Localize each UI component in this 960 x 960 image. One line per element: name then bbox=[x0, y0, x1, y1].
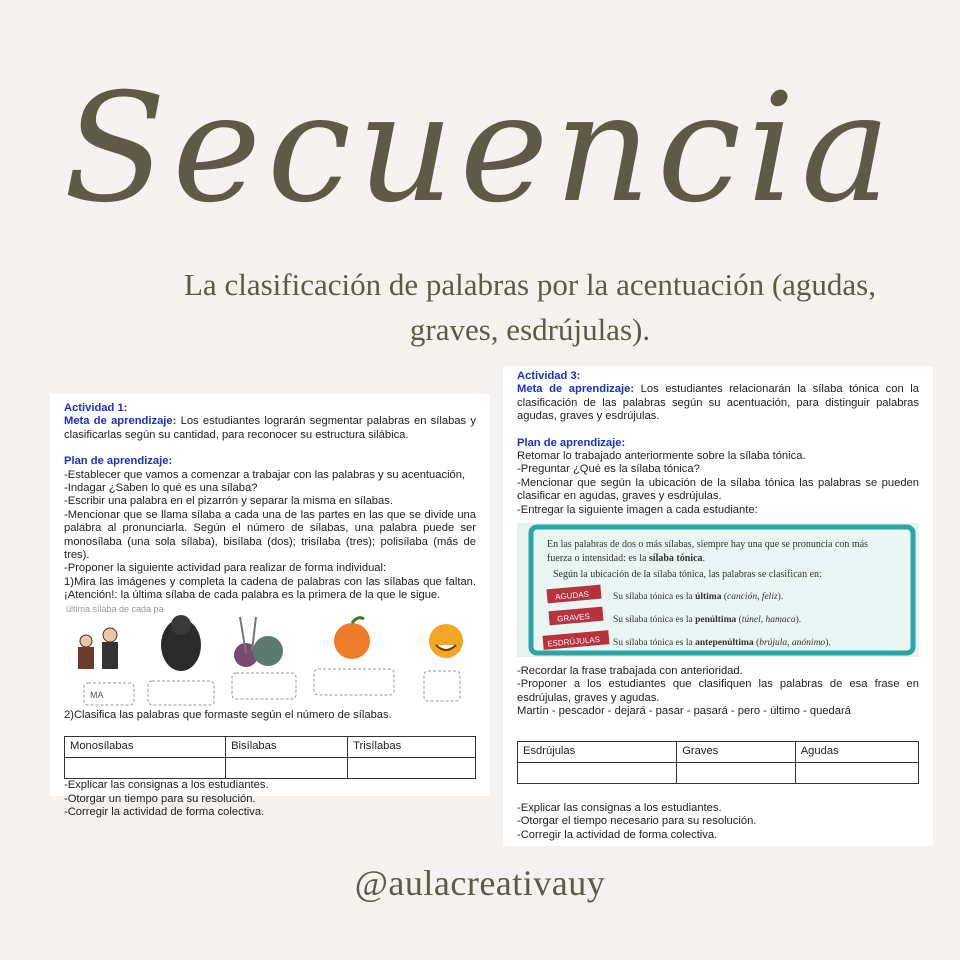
stress-classification-panel bbox=[517, 521, 919, 659]
table-cell bbox=[65, 758, 226, 779]
list-item: -Mencionar que se llama sílaba a cada una de las partes en las que se divide una palabra al pronunciarla. Según el número de sílabas, una palabra puede ser monosílaba (una sola sílaba), bisílaba (dos); trisílaba (tres); polisílaba (más de tres). bbox=[64, 508, 476, 562]
list-item: -Explicar las consignas a los estudiantes. bbox=[517, 801, 722, 814]
laughing-face-picture bbox=[429, 624, 463, 658]
list-item: -Establecer que vamos a comenzar a trabajar con las palabras y su acentuación, bbox=[64, 468, 466, 481]
orange-picture bbox=[334, 617, 370, 658]
list-item: -Otorgar un tiempo para su resolución. bbox=[64, 792, 256, 805]
chain-start-syllable: MA bbox=[90, 689, 104, 700]
activity-1-sheet bbox=[50, 394, 490, 818]
activity-3-goal: Meta de aprendizaje: Los estudiantes relacionarán la sílaba tónica con la clasificación de las palabras según su acentuación, para distinguir palabras agudas, graves y esdrújulas. bbox=[517, 383, 919, 423]
list-item: -Proponer la siguiente actividad para realizar de forma individual: bbox=[64, 562, 387, 575]
table-cell bbox=[226, 758, 348, 779]
agudas-label: AGUDAS bbox=[554, 589, 590, 602]
yarn-picture bbox=[234, 617, 283, 667]
syllable-chain-illustration bbox=[64, 605, 476, 709]
subtitle-line-2: graves, esdrújulas). bbox=[409, 312, 651, 347]
list-item: 1)Mira las imágenes y completa la cadena de palabras con las sílabas que faltan. ¡Atención!: la última sílaba de cada palabra es la primera de la que le sigue. bbox=[64, 575, 476, 602]
esdrujulas-label: ESDRÚJULAS bbox=[546, 634, 601, 649]
activity-1-goal: Meta de aprendizaje: Los estudiantes lograrán segmentar palabras en sílabas y clasificarlas según su cantidad, para reconocer su estructura silábica. bbox=[64, 415, 476, 441]
table-header: Trisílabas bbox=[348, 737, 476, 758]
social-handle: @aulacreativauy bbox=[354, 863, 606, 903]
panel-intro-line-2: fuerza o intensidad: es la sílaba tónica. bbox=[547, 553, 706, 565]
table-header: Esdrújulas bbox=[518, 741, 677, 762]
graves-label: GRAVES bbox=[556, 611, 591, 624]
list-item: -Indagar ¿Saben lo qué es una sílaba? bbox=[64, 482, 258, 495]
activity-3-heading: Actividad 3: bbox=[517, 370, 581, 382]
cut-off-text: última sílaba de cada pa bbox=[66, 603, 164, 614]
graves-rule: Su sílaba tónica es la penúltima (túnel, hamaca). bbox=[613, 615, 802, 626]
list-item: -Proponer a los estudiantes que clasifiquen las palabras de esa frase en esdrújulas, graves y agudas. bbox=[517, 678, 919, 704]
table-header: Bisílabas bbox=[226, 737, 348, 758]
list-item: -Mencionar que según la ubicación de la sílaba tónica las palabras se pueden clasificar en agudas, graves y esdrújulas. bbox=[517, 476, 919, 503]
list-item: -Otorgar el tiempo necesario para su resolución. bbox=[517, 815, 757, 828]
page-title: Secuencia bbox=[63, 62, 897, 236]
list-item: -Corregir la actividad de forma colectiva. bbox=[64, 805, 265, 818]
list-item: Retomar lo trabajado anteriormente sobre la sílaba tónica. bbox=[517, 450, 806, 463]
list-item: -Recordar la frase trabajada con anterioridad. bbox=[517, 665, 743, 678]
list-item: -Preguntar ¿Qué es la sílaba tónica? bbox=[517, 463, 700, 476]
table-header: Graves bbox=[677, 741, 796, 762]
list-item: -Entregar la siguiente imagen a cada estudiante: bbox=[517, 503, 758, 516]
page-subtitle bbox=[120, 262, 940, 352]
activity-3-plan-heading: Plan de aprendizaje: bbox=[517, 436, 626, 449]
activity-1-heading: Actividad 1: bbox=[64, 402, 128, 414]
table-header: Monosílabas bbox=[65, 737, 226, 758]
title-script-secuencia bbox=[0, 30, 960, 260]
subtitle-line-1: La clasificación de palabras por la acentuación (agudas, bbox=[184, 267, 876, 302]
table-cell bbox=[677, 762, 796, 783]
list-item: -Corregir la actividad de forma colectiva. bbox=[517, 828, 718, 841]
activity-1-table bbox=[64, 736, 476, 779]
agudas-rule: Su sílaba tónica es la última (canción, feliz). bbox=[613, 592, 784, 603]
activity-1-plan-heading: Plan de aprendizaje: bbox=[64, 455, 173, 468]
gorilla-picture bbox=[161, 615, 201, 671]
classify-instruction: 2)Clasifica las palabras que formaste según el número de sílabas. bbox=[64, 708, 392, 721]
panel-intro-line-3: Según la ubicación de la sílaba tónica, las palabras se clasifican en: bbox=[553, 569, 822, 581]
panel-intro-line-1: En las palabras de dos o más sílabas, siempre hay una que se pronuncia con más bbox=[547, 539, 869, 551]
activity-3-table bbox=[517, 741, 919, 784]
list-item: -Escribir una palabra en el pizarrón y separar la misma en sílabas. bbox=[64, 495, 393, 508]
word-list: Martín - pescador - dejará - pasar - pasará - pero - último - quedará bbox=[517, 705, 851, 718]
people-picture bbox=[78, 628, 118, 669]
table-cell bbox=[795, 762, 918, 783]
list-item: -Explicar las consignas a los estudiantes. bbox=[64, 779, 269, 792]
activity-3-sheet bbox=[503, 366, 933, 846]
table-cell bbox=[518, 762, 677, 783]
table-cell bbox=[348, 758, 476, 779]
table-header: Agudas bbox=[795, 741, 918, 762]
esdrujulas-rule: Su sílaba tónica es la antepenúltima (brújula, anónimo). bbox=[613, 638, 831, 649]
